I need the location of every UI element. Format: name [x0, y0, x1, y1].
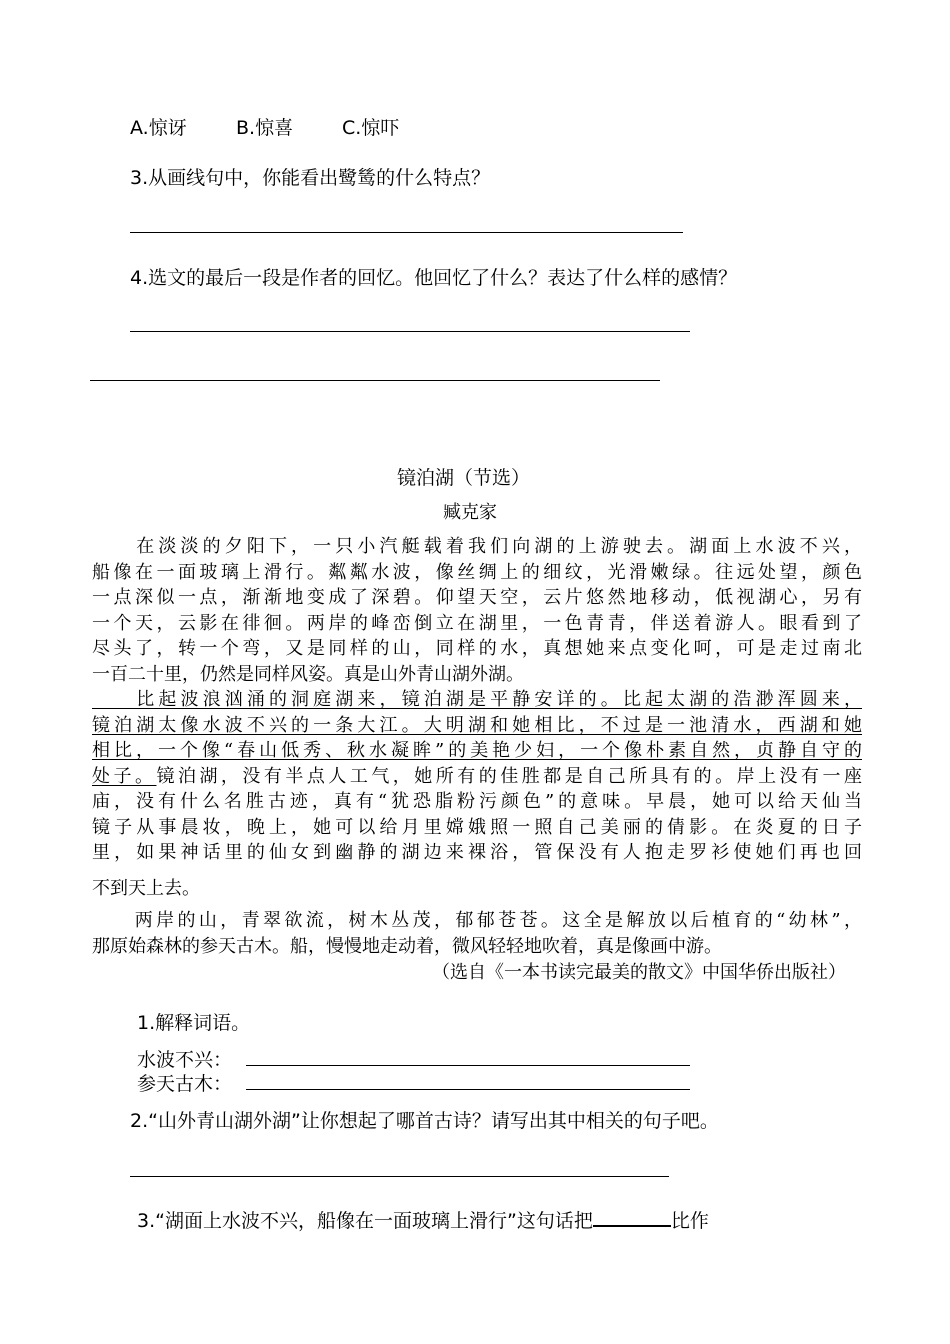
underlined-line: 比起波浪汹涌的洞庭湖来，镜泊湖是平静安详的。比起太湖的浩渺浑圆来， — [92, 689, 862, 710]
question-3 — [137, 1206, 709, 1233]
option-a: A.惊讶 — [130, 117, 187, 139]
article-author: 臧克家 — [443, 502, 497, 523]
answer-line — [130, 1176, 669, 1177]
article-paragraph-1 — [92, 534, 862, 687]
answer-line — [130, 232, 683, 233]
text-fragment: 镜泊湖，没有半点人工气，她所有的佳胜都是自己所具有的。岸上没有一座 — [156, 765, 863, 787]
article-paragraph-2 — [92, 687, 862, 866]
answer-line — [90, 380, 660, 381]
question-4-top: 4.选文的最后一段是作者的回忆。他回忆了什么？表达了什么样的感情？ — [130, 267, 738, 289]
fill-blank[interactable] — [593, 1207, 671, 1227]
option-c: C.惊吓 — [342, 117, 400, 139]
text-line: 在淡淡的夕阳下，一只小汽艇载着我们向湖的上游驶去。湖面上水波不兴， — [92, 536, 862, 557]
text-line: 不到天上去。 — [92, 878, 200, 899]
text-line: 里，如果神话里的仙女到幽静的湖边来裸浴，管保没有人抱走罗衫使她们再也回 — [92, 842, 862, 863]
answer-line — [246, 1065, 690, 1066]
answer-line — [246, 1089, 690, 1090]
underlined-line: 相比，一个像“春山低秀、秋水凝眸”的美艳少妇，一个像朴素自然，贞静自守的 — [92, 740, 862, 761]
question-3-text: 3.“湖面上水波不兴，船像在一面玻璃上滑行”这句话把 — [137, 1210, 593, 1232]
term-label-1: 水波不兴： — [137, 1049, 233, 1071]
text-line: 一个天，云影在徘徊。两岸的峰峦倒立在湖里，一色青青，伴送着游人。眼看到了 — [92, 612, 862, 634]
answer-line — [130, 331, 690, 332]
text-line: 两岸的山，青翠欲流，树木丛茂，郁郁苍苍。这全是解放以后植育的“幼林”， — [92, 910, 862, 931]
article-title: 镜泊湖（节选） — [397, 467, 531, 489]
text-line: 那原始森林的参天古木。船，慢慢地走动着，微风轻轻地吹着，真是像画中游。 — [92, 935, 722, 957]
text-line: 庙，没有什么名胜古迹，真有“犹恐脂粉污颜色”的意味。早晨，她可以给天仙当 — [92, 791, 862, 812]
text-line: 一百二十里，仍然是同样风姿。真是山外青山湖外湖。 — [92, 663, 524, 685]
text-line: 一点深似一点，渐渐地变成了深碧。仰望天空，云片悠然地移动，低视湖心，另有 — [92, 587, 862, 608]
underlined-line: 镜泊湖太像水波不兴的一条大江。大明湖和她相比，不过是一池清水，西湖和她 — [92, 714, 862, 736]
term-label-2: 参天古木： — [137, 1073, 233, 1095]
text-line: 尽头了，转一个弯，又是同样的山，同样的水，真想她来点变化呵，可是走过南北 — [92, 638, 862, 659]
question-1: 1.解释词语。 — [137, 1012, 251, 1034]
option-b: B.惊喜 — [236, 117, 294, 139]
question-2: 2.“山外青山湖外湖”让你想起了哪首古诗？请写出其中相关的句子吧。 — [130, 1110, 719, 1132]
question-3-top: 3.从画线句中，你能看出鹭鸶的什么特点？ — [130, 167, 491, 189]
article-paragraph-3 — [92, 908, 862, 959]
text-line: 镜子从事晨妆，晚上，她可以给月里嫦娥照一照自己美丽的倩影。在炎夏的日子 — [92, 816, 862, 838]
text-line: 船像在一面玻璃上滑行。粼粼水波，像丝绸上的细纹，光滑嫩绿。往远处望，颜色 — [92, 561, 862, 583]
text-line — [92, 764, 862, 790]
article-source: （选自《一本书读完最美的散文》中国华侨出版社） — [432, 962, 846, 983]
underlined-fragment: 处子。 — [92, 765, 157, 787]
question-3-text-after: 比作 — [670, 1210, 709, 1232]
